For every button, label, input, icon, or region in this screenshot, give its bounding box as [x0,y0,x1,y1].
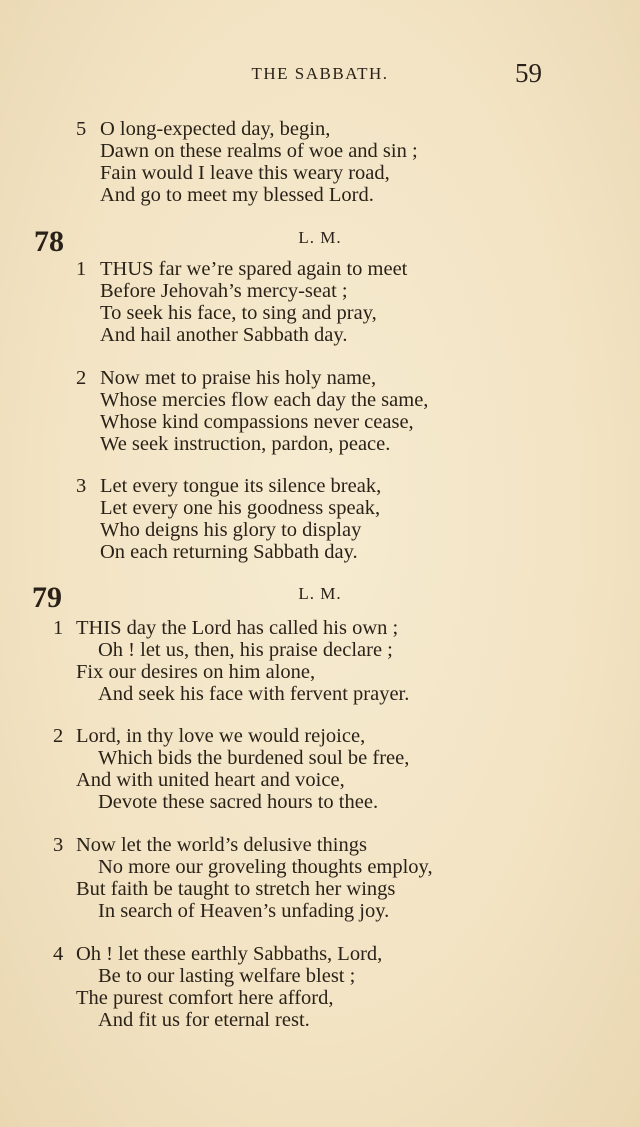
verse-number: 4 [53,943,64,965]
verse-line: In search of Heaven’s unfading joy. [98,900,390,922]
verse-line: Let every tongue its silence break, [100,475,382,497]
verse-line: And hail another Sabbath day. [100,324,348,346]
verse-line: And go to meet my blessed Lord. [100,184,374,206]
running-title: THE SABBATH. [251,64,389,83]
verse-number: 3 [76,475,87,497]
verse-line: And with united heart and voice, [76,769,345,791]
verse-line: Fain would I leave this weary road, [100,162,390,184]
verse-line: Now let the world’s delusive things [76,834,367,856]
verse-number: 5 [76,118,87,140]
verse-line: Oh ! let us, then, his praise declare ; [98,639,393,661]
verse-line: Before Jehovah’s mercy-seat ; [100,280,348,302]
verse-line: Devote these sacred hours to thee. [98,791,379,813]
verse-number: 1 [76,258,87,280]
verse-line: Now met to praise his holy name, [100,367,377,389]
verse-number: 2 [53,725,64,747]
hymn-number: 79 [32,581,62,614]
verse-number: 1 [53,617,64,639]
page-number: 59 [515,58,542,88]
verse-line: Lord, in thy love we would rejoice, [76,725,366,747]
verse-line: Fix our desires on him alone, [76,661,316,683]
verse-line: And seek his face with fervent prayer. [98,683,410,705]
verse-line: Which bids the burdened soul be free, [98,747,410,769]
verse-line: Be to our lasting welfare blest ; [98,965,356,987]
verse-line: Dawn on these realms of woe and sin ; [100,140,418,162]
verse-line: Whose kind compassions never cease, [100,411,414,433]
verse-number: 2 [76,367,87,389]
verse-line: To seek his face, to sing and pray, [100,302,377,324]
verse-line: On each returning Sabbath day. [100,541,358,563]
hymn-meter: L. M. [298,228,342,247]
verse-line: We seek instruction, pardon, peace. [100,433,391,455]
verse-line: And fit us for eternal rest. [98,1009,310,1031]
hymn-meter: L. M. [298,584,342,603]
verse-line: Whose mercies flow each day the same, [100,389,429,411]
verse-line: THUS far we’re spared again to meet [100,258,408,280]
verse-line: Let every one his goodness speak, [100,497,381,519]
verse-number: 3 [53,834,64,856]
verse-line: O long-expected day, begin, [100,118,331,140]
hymn-number: 78 [34,225,64,258]
verse-line: The purest comfort here afford, [76,987,334,1009]
verse-line: Oh ! let these earthly Sabbaths, Lord, [76,943,383,965]
verse-line: No more our groveling thoughts employ, [98,856,433,878]
verse-line: But faith be taught to stretch her wings [76,878,396,900]
verse-line: THIS day the Lord has called his own ; [76,617,399,639]
verse-line: Who deigns his glory to display [100,519,362,541]
